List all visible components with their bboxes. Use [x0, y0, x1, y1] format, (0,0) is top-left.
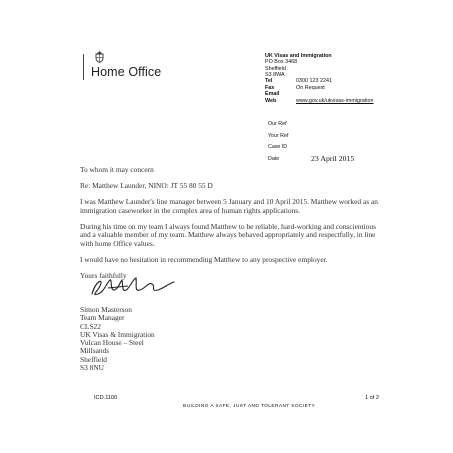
contact-key: Email — [265, 91, 280, 98]
body-paragraph: During his time on my team I always found Matthew to be reliable, hard-working and conscientious and a valuable member of my team. Matthew always behaved appropriately and respectfully, in line with home Office values. — [80, 221, 376, 249]
contact-key: Tel — [265, 78, 273, 84]
signer-line: S3 8NU — [80, 363, 105, 373]
page-number: 1 of 2 — [365, 395, 379, 401]
footer-motto: BUILDING A SAFE, JUST AND TOLERANT SOCIETY — [183, 404, 316, 409]
ref-label: Your Ref — [268, 132, 289, 139]
address-line: S3 8WA — [265, 71, 285, 78]
closing: Yours faithfully — [80, 271, 127, 281]
letter-body — [80, 166, 380, 288]
contact-row-fax — [265, 85, 374, 92]
signer-line: Team Manager — [80, 313, 125, 323]
signer-line: Sheffield — [80, 354, 107, 364]
royal-crest-icon — [94, 50, 105, 63]
signer-block — [80, 306, 155, 372]
subject-line: Re: Matthew Launder, NINO: JT 55 80 55 D — [80, 181, 213, 191]
contact-details — [265, 78, 374, 104]
signer-line: UK Visas & Immigration — [80, 329, 155, 339]
web-link[interactable]: www.gov.uk/ukvisas-immigration — [296, 97, 374, 104]
ref-label: Our Ref — [268, 121, 287, 127]
ref-label: Date — [268, 155, 280, 162]
contact-row-web — [265, 98, 374, 105]
body-paragraph: I would have no hesitation in recommending Matthew to any prospective employer. — [80, 255, 328, 265]
sender-address — [265, 53, 332, 78]
contact-value: 0300 123 2241 — [296, 78, 332, 84]
signer-line: Vulcan House – Steel — [80, 338, 144, 348]
ref-label: Case ID — [268, 144, 288, 150]
signer-line: CLS22 — [80, 321, 101, 331]
address-line: UK Visas and Immigration — [265, 53, 332, 59]
contact-value: On Request — [296, 84, 325, 91]
reference-block — [268, 121, 354, 167]
contact-row-email — [265, 91, 374, 98]
handwritten-signature — [88, 274, 178, 300]
logo-rule — [83, 54, 84, 80]
address-line: Sheffield — [265, 65, 286, 72]
salutation: To whom it may concern — [80, 165, 154, 174]
signer-line: Simon Masterson — [80, 305, 132, 314]
letter-date: 23 April 2015 — [311, 153, 355, 163]
address-line: PO Box 3468 — [265, 59, 298, 66]
contact-key: Fax — [265, 84, 275, 91]
contact-key: Web — [265, 97, 277, 104]
signer-line: Millsands — [80, 346, 110, 356]
contact-row-tel — [265, 78, 374, 85]
ref-row-our — [268, 121, 354, 133]
form-code: ICD.1100 — [94, 395, 118, 401]
brand-name: Home Office — [91, 65, 162, 79]
ref-row-your — [268, 133, 354, 145]
body-paragraph: I was Matthew Launder's line manager between 5 January and 10 April 2015. Matthew worked as an immigration caseworker in the complex area of human rights applications. — [80, 197, 378, 215]
